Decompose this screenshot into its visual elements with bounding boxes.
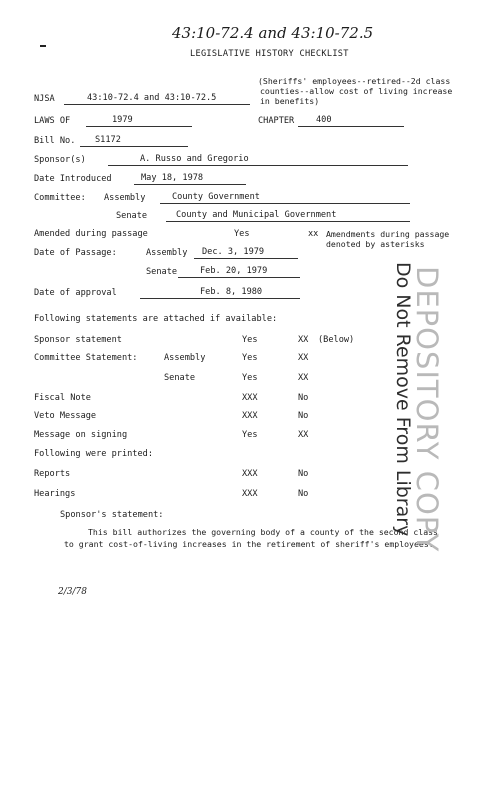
- laws-of-value: 1979: [112, 115, 133, 125]
- sponsor-statement-line-1: This bill authorizes the governing body of a county of the second class: [88, 527, 438, 537]
- amended-mark: xx: [308, 229, 319, 239]
- date-of-passage-label: Date of Passage:: [34, 248, 117, 258]
- sponsors-underline: [108, 165, 408, 166]
- chapter-underline: [298, 126, 404, 127]
- handwritten-statute-numbers: 43:10-72.4 and 43:10-72.5: [172, 24, 374, 42]
- passage-senate-underline: [178, 277, 300, 278]
- statement-label: Fiscal Note: [34, 393, 91, 403]
- amended-note-line-2: denoted by asterisks: [326, 239, 425, 249]
- chapter-value: 400: [316, 115, 332, 125]
- statement-label: Committee Statement:: [34, 353, 138, 363]
- printed-yes: XXX: [242, 469, 258, 479]
- document-title: LEGISLATIVE HISTORY CHECKLIST: [190, 49, 349, 59]
- date-of-approval-label: Date of approval: [34, 288, 117, 298]
- bill-no-label: Bill No.: [34, 136, 76, 146]
- bill-no-value: S1172: [95, 135, 121, 145]
- njsa-value: 43:10-72.4 and 43:10-72.5: [87, 93, 217, 103]
- njsa-label: NJSA: [34, 94, 55, 104]
- date-of-approval-underline: [140, 298, 300, 299]
- printed-yes: XXX: [242, 489, 258, 499]
- committee-senate-underline: [166, 221, 410, 222]
- statement-no: XX: [298, 353, 309, 363]
- passage-senate-value: Feb. 20, 1979: [200, 266, 268, 276]
- printed-no: No: [298, 489, 309, 499]
- printed-label: Reports: [34, 469, 71, 479]
- do-not-remove-stamp: Do Not Remove From Library: [392, 262, 414, 537]
- bill-no-underline: [80, 146, 188, 147]
- statement-yes: XXX: [242, 411, 258, 421]
- njsa-underline: [64, 104, 250, 105]
- statement-sub: Senate: [164, 373, 196, 383]
- laws-of-label: LAWS OF: [34, 116, 71, 126]
- date-introduced-label: Date Introduced: [34, 174, 112, 184]
- footer-date-mark: 2/3/78: [58, 587, 87, 597]
- description-line-2: counties--allow cost of living increase: [260, 86, 453, 96]
- passage-assembly-value: Dec. 3, 1979: [202, 247, 265, 257]
- statement-label: Sponsor statement: [34, 335, 122, 345]
- amended-value: Yes: [234, 229, 250, 239]
- statements-header: Following statements are attached if available:: [34, 314, 278, 324]
- sponsor-statement-label: Sponsor's statement:: [60, 510, 164, 520]
- committee-senate-label: Senate: [116, 211, 148, 221]
- statement-label: Message on signing: [34, 430, 128, 440]
- statement-yes: Yes: [242, 373, 258, 383]
- date-introduced-underline: [134, 184, 246, 185]
- committee-assembly-value: County Government: [172, 192, 260, 202]
- date-introduced-value: May 18, 1978: [141, 173, 204, 183]
- committee-assembly-label: Assembly: [104, 193, 146, 203]
- statement-no: No: [298, 393, 309, 403]
- sponsors-label: Sponsor(s): [34, 155, 86, 165]
- amended-label: Amended during passage: [34, 229, 148, 239]
- committee-label: Committee:: [34, 193, 86, 203]
- statement-extra: (Below): [318, 335, 355, 345]
- description-line-1: (Sheriffs' employees--retired--2d class: [258, 76, 451, 86]
- statement-no: XX: [298, 373, 309, 383]
- laws-of-underline: [86, 126, 192, 127]
- description-line-3: in benefits): [260, 96, 320, 106]
- statement-yes: Yes: [242, 353, 258, 363]
- amended-note-line-1: Amendments during passage: [326, 229, 450, 239]
- statement-yes: XXX: [242, 393, 258, 403]
- printed-header: Following were printed:: [34, 449, 153, 459]
- printed-label: Hearings: [34, 489, 76, 499]
- statement-no: No: [298, 411, 309, 421]
- statement-label: Veto Message: [34, 411, 97, 421]
- statement-yes: Yes: [242, 335, 258, 345]
- statement-no: XX: [298, 430, 309, 440]
- sponsor-statement-line-2: to grant cost-of-living increases in the retirement of sheriff's employees.: [64, 539, 434, 549]
- printed-no: No: [298, 469, 309, 479]
- sponsors-value: A. Russo and Gregorio: [140, 154, 249, 164]
- passage-assembly-underline: [194, 258, 298, 259]
- committee-assembly-underline: [160, 203, 410, 204]
- statement-yes: Yes: [242, 430, 258, 440]
- chapter-label: CHAPTER: [258, 116, 295, 126]
- statement-sub: Assembly: [164, 353, 206, 363]
- date-of-approval-value: Feb. 8, 1980: [200, 287, 263, 297]
- margin-mark: [40, 45, 46, 47]
- passage-assembly-label: Assembly: [146, 248, 188, 258]
- passage-senate-label: Senate: [146, 267, 178, 277]
- depository-copy-stamp: DEPOSITORY COPY: [410, 266, 444, 553]
- statement-no: XX: [298, 335, 309, 345]
- committee-senate-value: County and Municipal Government: [176, 210, 337, 220]
